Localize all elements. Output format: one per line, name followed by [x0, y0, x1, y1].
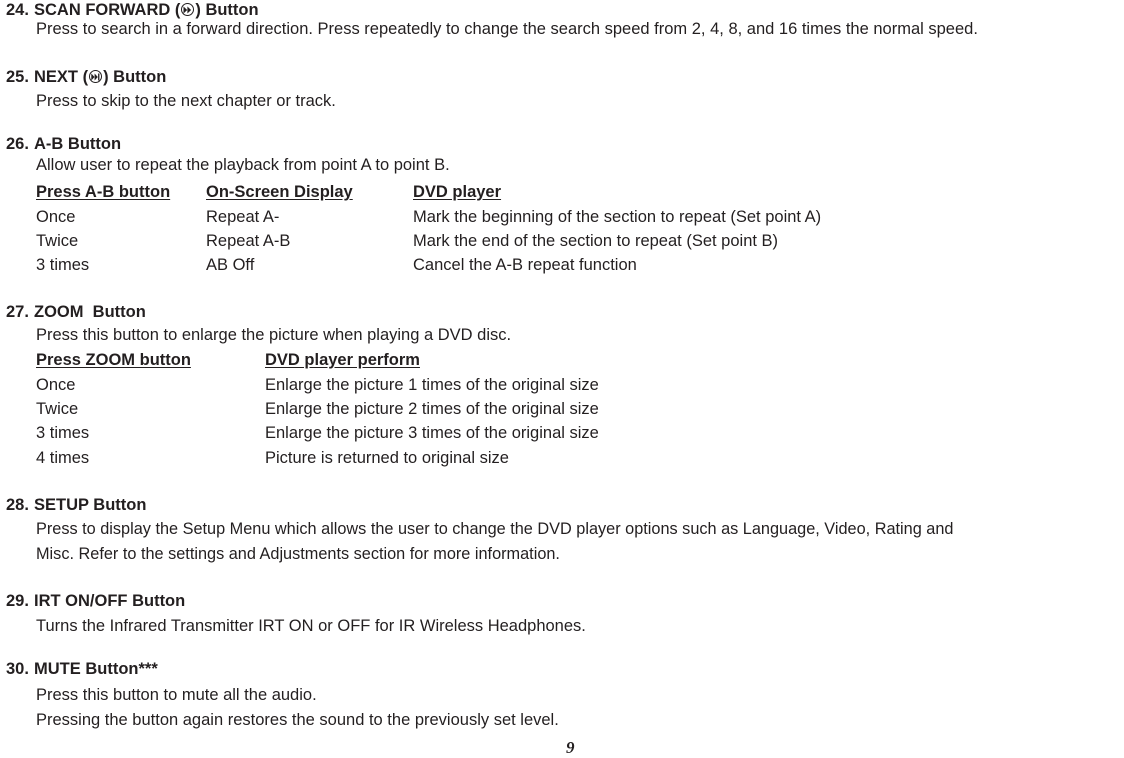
ab-table-cell: Twice	[36, 232, 79, 250]
item-28-description-line1: Press to display the Setup Menu which allows the user to change the DVD player options such as Language, Video, Rating and	[36, 520, 954, 538]
item-title: SCAN FORWARD (	[34, 1, 181, 19]
item-28-description-line2: Misc. Refer to the settings and Adjustments section for more information.	[36, 545, 560, 563]
item-30-description-line1: Press this button to mute all the audio.	[36, 686, 317, 704]
ab-table-cell: Repeat A-B	[206, 232, 291, 250]
item-title-suffix: ) Button	[195, 1, 259, 19]
ab-table-header: DVD player	[413, 183, 502, 201]
zoom-table-cell: 4 times	[36, 449, 90, 467]
item-title: MUTE Button***	[34, 660, 158, 678]
zoom-table-cell: Enlarge the picture 1 times of the original size	[265, 376, 599, 394]
ab-table-cell: Mark the end of the section to repeat (Set point B)	[413, 232, 779, 250]
item-number: 26.	[6, 135, 29, 153]
zoom-table-cell: Enlarge the picture 3 times of the original size	[265, 424, 599, 442]
ab-table-header: On-Screen Display	[206, 183, 353, 201]
zoom-table-cell: Picture is returned to original size	[265, 449, 509, 467]
item-30-description-line2: Pressing the button again restores the sound to the previously set level.	[36, 711, 559, 729]
item-number: 28.	[6, 496, 29, 514]
zoom-table-cell: Once	[36, 376, 76, 394]
item-title: ZOOM Button	[34, 303, 146, 321]
ab-table-cell: Mark the beginning of the section to repeat (Set point A)	[413, 208, 822, 226]
ab-table-cell: Repeat A-	[206, 208, 280, 226]
item-27-description: Press this button to enlarge the picture when playing a DVD disc.	[36, 326, 512, 344]
ab-table-cell: Once	[36, 208, 76, 226]
item-26-description: Allow user to repeat the playback from point A to point B.	[36, 156, 450, 174]
item-number: 30.	[6, 660, 29, 678]
item-number: 27.	[6, 303, 29, 321]
item-number: 24.	[6, 1, 29, 19]
scan-forward-icon	[181, 3, 194, 16]
zoom-table-header: Press ZOOM button	[36, 351, 191, 369]
ab-table-header: Press A-B button	[36, 183, 171, 201]
item-title: A-B Button	[34, 135, 122, 153]
item-number: 25.	[6, 68, 29, 86]
item-title: IRT ON/OFF Button	[34, 592, 186, 610]
next-icon	[89, 70, 102, 83]
item-title: SETUP Button	[34, 496, 147, 514]
zoom-table-header: DVD player perform	[265, 351, 420, 369]
zoom-table-cell: 3 times	[36, 424, 90, 442]
item-number: 29.	[6, 592, 29, 610]
item-29-description: Turns the Infrared Transmitter IRT ON or OFF for IR Wireless Headphones.	[36, 617, 586, 635]
item-title: NEXT (	[34, 68, 89, 86]
item-title-suffix: ) Button	[103, 68, 167, 86]
ab-table-cell: 3 times	[36, 256, 90, 274]
ab-table-cell: AB Off	[206, 256, 255, 274]
ab-table-cell: Cancel the A-B repeat function	[413, 256, 637, 274]
zoom-table-cell: Twice	[36, 400, 79, 418]
zoom-table-cell: Enlarge the picture 2 times of the original size	[265, 400, 599, 418]
page-number: 9	[566, 738, 575, 757]
item-25-description: Press to skip to the next chapter or track.	[36, 92, 336, 110]
item-24-description: Press to search in a forward direction. Press repeatedly to change the search speed from 2, 4, 8, and 16 times the normal speed.	[36, 20, 978, 38]
